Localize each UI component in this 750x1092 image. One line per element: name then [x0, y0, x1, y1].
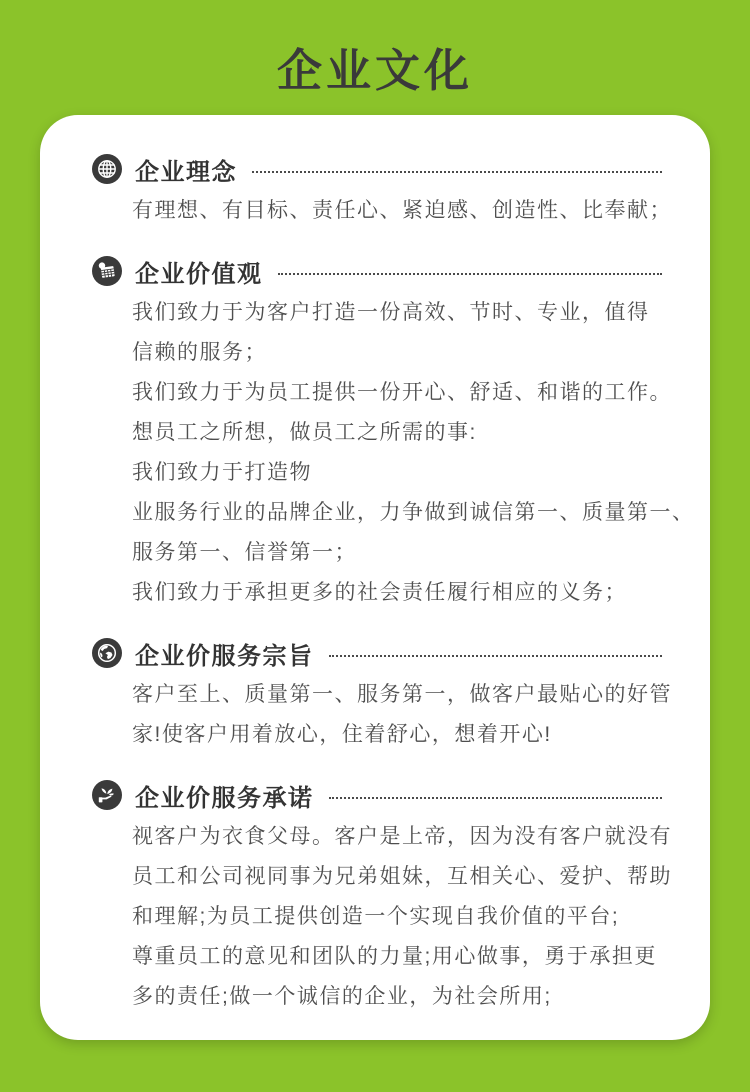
body-line: 多的责任;做一个诚信的企业，为社会所用;: [132, 985, 552, 1008]
body-line: 视客户为衣食父母。客户是上帝，因为没有客户就没有: [132, 825, 672, 848]
section-values-header: [92, 255, 662, 287]
dotted-leader: [278, 273, 663, 275]
section-body: [132, 191, 672, 231]
section-philosophy-header: [92, 153, 662, 185]
calendar-icon: [92, 256, 122, 286]
dotted-leader: [329, 655, 663, 657]
section-service-purpose: [92, 637, 672, 755]
earth-icon: [92, 638, 122, 668]
body-line: 有理想、有目标、责任心、紧迫感、创造性、比奉献；: [132, 199, 672, 222]
section-values: [92, 255, 695, 613]
section-service-promise: [92, 779, 672, 1017]
body-line: 我们致力于打造物: [132, 461, 312, 484]
section-heading: 企业理念: [135, 158, 237, 186]
body-line: 客户至上、质量第一、服务第一，做客户最贴心的好管: [132, 683, 672, 706]
section-service-purpose-header: [92, 637, 662, 669]
body-line: 我们致力于为客户打造一份高效、节时、专业，值得: [132, 301, 650, 324]
body-line: 想员工之所想，做员工之所需的事:: [132, 421, 477, 444]
body-line: 服务第一、信誉第一；: [132, 541, 357, 564]
dotted-leader: [329, 797, 663, 799]
content-card: [40, 115, 710, 1040]
page-title: 企业文化: [276, 45, 473, 96]
body-line: 员工和公司视同事为兄弟姐妹，互相关心、爱护、帮助: [132, 865, 672, 888]
section-heading: 企业价服务宗旨: [135, 642, 314, 670]
body-line: 业服务行业的品牌企业，力争做到诚信第一、质量第一、: [132, 501, 695, 524]
body-line: 家!使客户用着放心，住着舒心，想着开心!: [132, 723, 552, 746]
dotted-leader: [252, 171, 662, 173]
section-body: [132, 675, 672, 755]
section-philosophy: [92, 153, 672, 231]
body-line: 我们致力于为员工提供一份开心、舒适、和谐的工作。: [132, 381, 672, 404]
section-body: [132, 817, 672, 1017]
body-line: 尊重员工的意见和团队的力量;用心做事，勇于承担更: [132, 945, 657, 968]
body-line: 信赖的服务；: [132, 341, 267, 364]
body-line: 我们致力于承担更多的社会责任履行相应的义务；: [132, 581, 627, 604]
section-heading: 企业价服务承诺: [135, 784, 314, 812]
section-service-promise-header: [92, 779, 662, 811]
hand-sprout-icon: [92, 780, 122, 810]
section-body: [132, 293, 695, 613]
section-heading: 企业价值观: [135, 260, 263, 288]
globe-grid-icon: [92, 154, 122, 184]
body-line: 和理解;为员工提供创造一个实现自我价值的平台;: [132, 905, 620, 928]
